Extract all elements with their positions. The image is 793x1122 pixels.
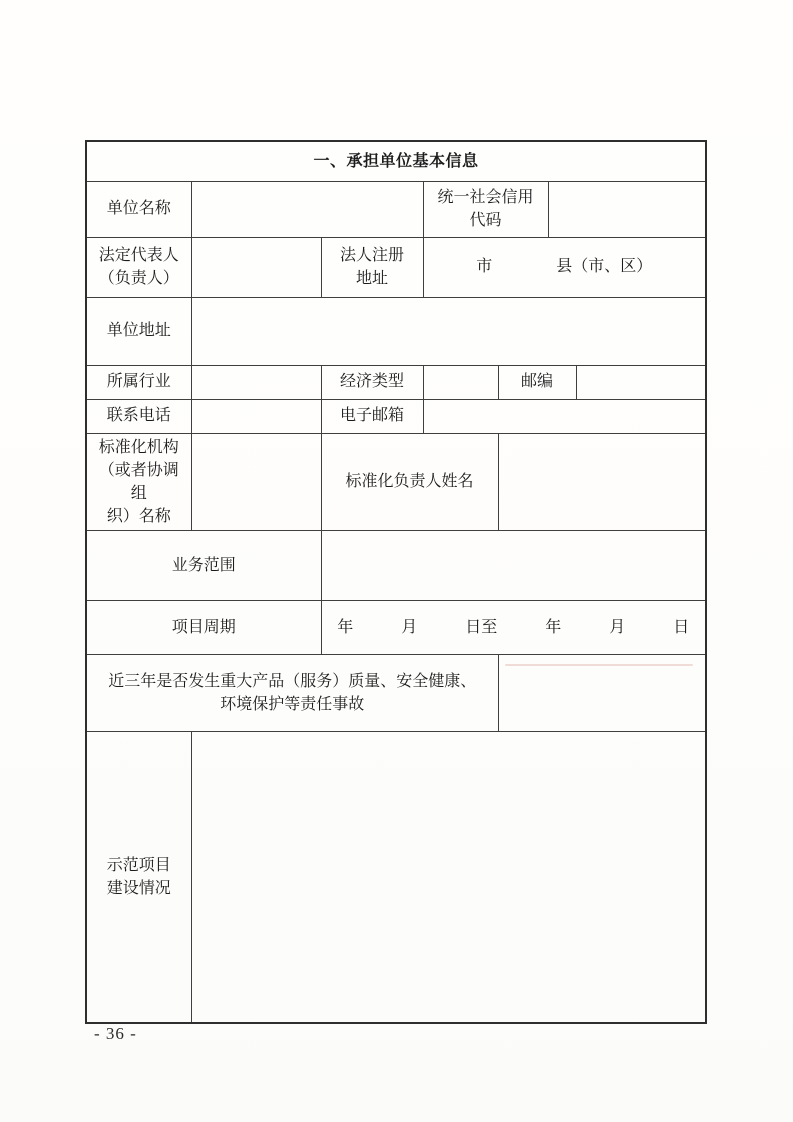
accident-label-line1: 近三年是否发生重大产品（服务）质量、安全健康、 xyxy=(108,673,477,691)
industry-value-cell xyxy=(191,365,321,399)
unit-name-value-cell xyxy=(191,181,423,237)
phone-label: 联系电话 xyxy=(86,399,191,433)
economic-type-label: 经济类型 xyxy=(321,365,423,399)
accident-label-line2: 环境保护等责任事故 xyxy=(220,696,365,714)
demo-project-value-cell xyxy=(191,732,706,1023)
reg-address-label-line1: 法人注册 xyxy=(339,246,404,264)
demo-project-label-line1: 示范项目 xyxy=(106,856,171,874)
postcode-value-cell xyxy=(576,365,706,399)
std-manager-label: 标准化负责人姓名 xyxy=(321,433,498,531)
reg-address-label xyxy=(321,237,423,297)
business-scope-value-cell xyxy=(321,531,706,601)
reg-address-value-cell: 市 县（市、区） xyxy=(423,237,706,297)
credit-code-label-line2: 代码 xyxy=(469,212,502,229)
email-label: 电子邮箱 xyxy=(321,399,423,433)
legal-rep-label-line1: 法定代表人 xyxy=(98,246,179,264)
unit-address-value-cell xyxy=(191,297,706,365)
accident-value-cell xyxy=(498,655,706,732)
project-period-label: 项目周期 xyxy=(86,601,321,655)
std-org-label xyxy=(86,433,191,531)
phone-value-cell xyxy=(191,399,321,433)
legal-rep-label-line2: （负责人） xyxy=(98,270,179,287)
scan-artifact-line xyxy=(505,664,693,666)
reg-address-label-line2: 地址 xyxy=(355,270,388,287)
business-scope-label: 业务范围 xyxy=(86,531,321,601)
legal-rep-label xyxy=(86,237,191,297)
postcode-label: 邮编 xyxy=(498,365,576,399)
basic-info-table xyxy=(85,140,707,1024)
economic-type-value-cell xyxy=(423,365,498,399)
accident-label xyxy=(86,655,498,732)
demo-project-label xyxy=(86,732,191,1023)
std-org-value-cell xyxy=(191,433,321,531)
std-manager-value-cell xyxy=(498,433,706,531)
std-org-label-line3: 织）名称 xyxy=(106,508,171,526)
unit-name-label: 单位名称 xyxy=(86,181,191,237)
section-title: 一、承担单位基本信息 xyxy=(86,141,706,181)
page-number: - 36 - xyxy=(94,1024,137,1043)
std-org-label-line1: 标准化机构 xyxy=(98,438,179,456)
email-value-cell xyxy=(423,399,706,433)
credit-code-label-line1: 统一社会信用 xyxy=(437,188,534,206)
demo-project-label-line2: 建设情况 xyxy=(106,880,171,897)
industry-label: 所属行业 xyxy=(86,365,191,399)
std-org-label-line2: （或者协调组 xyxy=(98,461,179,502)
legal-rep-value-cell xyxy=(191,237,321,297)
project-period-value-cell: 年 月 日至 年 月 日 xyxy=(321,601,706,655)
credit-code-label xyxy=(423,181,548,237)
credit-code-value-cell xyxy=(548,181,706,237)
unit-address-label: 单位地址 xyxy=(86,297,191,365)
